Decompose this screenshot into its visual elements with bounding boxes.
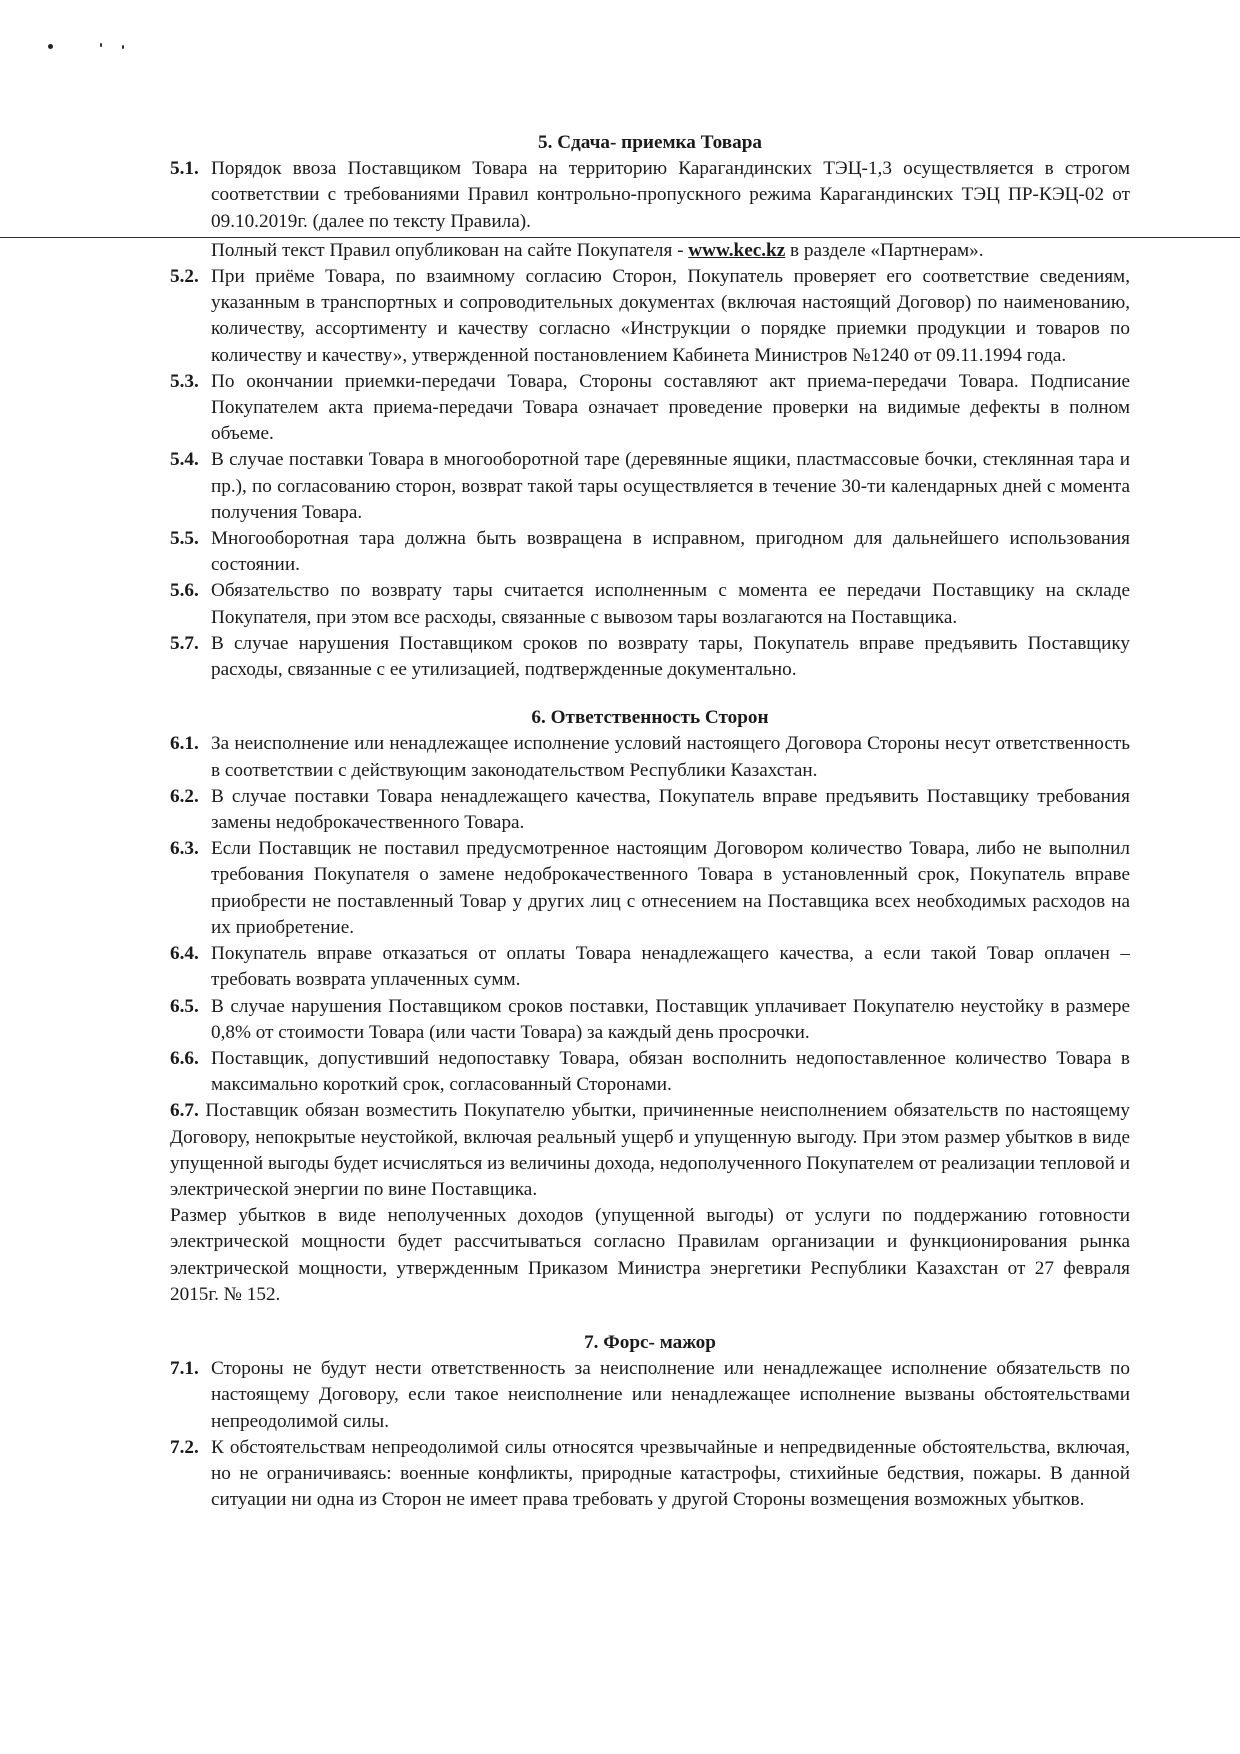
clause-text: В случае нарушения Поставщиком сроков по возврату тары, Покупатель вправе предъявить Поставщику расходы, связанные с ее утилизацией, подтвержденные документально. xyxy=(211,632,1130,681)
section-title: 7. Форс- мажор xyxy=(584,1331,716,1353)
section-title: 6. Ответственность Сторон xyxy=(531,707,769,729)
clause-text: При приёме Товара, по взаимному согласию Сторон, Покупатель проверяет его соответствие сведениям, указанным в транспортных и сопроводительных документах (включая настоящий Договор) по наименованию, количеству, ассортименту и качеству согласно «Инструкции о порядке приемки продукции и товаров по количеству и качеству», утвержденной постановлением Кабинета Министров №1240 от 09.11.1994 года. xyxy=(211,266,1130,366)
clause-number: 6.2. xyxy=(170,785,199,807)
clause xyxy=(170,994,1130,1046)
clause-text: Порядок ввоза Поставщиком Товара на территорию Карагандинских ТЭЦ-1,3 осуществляется в строгом соответствии с требованиями Правил контрольно-пропускного режима Карагандинских ТЭЦ ПР-КЭЦ-02 от 09.10.2019г. (далее по тексту Правила). xyxy=(211,158,1130,232)
clause-text: В случае нарушения Поставщиком сроков поставки, Поставщик уплачивает Покупателю неустойку в размере 0,8% от стоимости Товара (или части Товара) за каждый день просрочки. xyxy=(211,995,1130,1043)
clause xyxy=(170,1046,1130,1098)
clause-number: 5.5. xyxy=(170,528,199,550)
clause-text: Поставщик, допустивший недопоставку Товара, обязан восполнить недопоставленное количество Товара в максимально короткий срок, согласованный Сторонами. xyxy=(211,1047,1130,1096)
clause xyxy=(170,526,1130,578)
clause xyxy=(170,369,1130,448)
clause-number: 5.2. xyxy=(170,266,199,288)
paragraph: Размер убытков в виде неполученных доходов (упущенной выгоды) от услуги по поддержанию готовности электрической мощности будет рассчитываться согласно Правилам организации и функционирования рынка электрической мощности, утвержденным Приказом Министра энергетики Республики Казахстан от 27 февраля 2015г. № 152. xyxy=(170,1205,1130,1305)
clause xyxy=(170,631,1130,683)
clause-text: Если Поставщик не поставил предусмотренное настоящим Договором количество Товара, либо не выполнил требования Покупателя о замене недоброкачественного Товара в установленный срок, Покупатель вправе приобрести не поставленный Товар у других лиц с отнесением на Поставщика всех необходимых расходов на их приобретение. xyxy=(211,838,1130,938)
clause-number: 6.6. xyxy=(170,1047,199,1069)
clause xyxy=(170,1435,1130,1514)
clause-number: 6.4. xyxy=(170,943,199,965)
clause-text-part: Полный текст Правил опубликован на сайте Покупателя - xyxy=(211,239,689,261)
clause xyxy=(170,578,1130,630)
clause-text: Поставщик обязан возместить Покупателю убытки, причиненные неисполнением обязательств по настоящему Договору, непокрытые неустойкой, включая реальный ущерб и упущенную выгоду. При этом размер убытков в виде упущенной выгоды будет исчисляться из величины дохода, недополученного Покупателем от реализации тепловой и электрической энергии по вине Поставщика. xyxy=(170,1100,1130,1200)
clause-number: 7.1. xyxy=(170,1358,199,1380)
clause xyxy=(170,264,1130,369)
clause-number: 5.1. xyxy=(170,158,199,180)
document-body xyxy=(170,130,1130,1513)
section-gap xyxy=(170,683,1130,705)
clause-text-part: в разделе «Партнерам». xyxy=(785,239,984,261)
clause xyxy=(170,156,1130,235)
clause-number: 6.1. xyxy=(170,733,199,755)
clause-number: 5.4. xyxy=(170,449,199,471)
clause-text: За неисполнение или ненадлежащее исполнение условий настоящего Договора Стороны несут ответственность в соответствии с действующим законодательством Республики Казахстан. xyxy=(211,733,1130,781)
clause xyxy=(170,447,1130,526)
clause-text xyxy=(211,238,1130,264)
scan-artifact xyxy=(122,45,124,49)
clause xyxy=(170,731,1130,783)
clause xyxy=(170,836,1130,941)
clause xyxy=(170,1356,1130,1435)
clause-number: 6.7. xyxy=(170,1100,199,1122)
clause-text: Многооборотная тара должна быть возвращена в исправном, пригодном для дальнейшего использования состоянии. xyxy=(211,528,1130,576)
clause-number: 5.6. xyxy=(170,580,199,602)
clause-text: К обстоятельствам непреодолимой силы относятся чрезвычайные и непредвиденные обстоятельства, включая, но не ограничиваясь: военные конфликты, природные катастрофы, стихийные бедствия, пожары. В данной ситуации ни одна из Сторон не имеет права требовать у другой Стороны возмещения возможных убытков. xyxy=(211,1436,1130,1511)
clause-number: 5.3. xyxy=(170,370,199,392)
clause-number: 7.2. xyxy=(170,1436,199,1458)
section-gap xyxy=(170,1308,1130,1330)
section-title: 5. Сдача- приемка Товара xyxy=(538,132,762,153)
clause-text: По окончании приемки-передачи Товара, Стороны составляют акт приема-передачи Товара. Подписание Покупателем акта приема-передачи Товара означает проведение проверки на видимые дефекты в полном объеме. xyxy=(211,370,1130,445)
clause xyxy=(170,784,1130,836)
clause xyxy=(170,238,1130,264)
clause-text: Покупатель вправе отказаться от оплаты Товара ненадлежащего качества, а если такой Товар оплачен – требовать возврата уплаченных сумм. xyxy=(211,943,1130,991)
clause xyxy=(170,941,1130,993)
clause-text: В случае поставки Товара ненадлежащего качества, Покупатель вправе предъявить Поставщику требования замены недоброкачественного Товара. xyxy=(211,785,1130,834)
website-link[interactable]: www.kec.kz xyxy=(688,239,786,261)
clause-number: 5.7. xyxy=(170,632,199,654)
scan-artifact xyxy=(48,44,53,49)
clause-text: В случае поставки Товара в многооборотной таре (деревянные ящики, пластмассовые бочки, стеклянная тара и пр.), по согласованию сторон, возврат такой тары осуществляется в течение 30-ти календарных дней с момента получения Товара. xyxy=(211,449,1130,523)
clause-paragraph xyxy=(170,1098,1130,1203)
scan-artifact xyxy=(100,43,102,47)
clause-text: Стороны не будут нести ответственность за неисполнение или ненадлежащее исполнение обязательств по настоящему Договору, если такое неисполнение или ненадлежащее исполнение вызваны обстоятельствами непреодолимой силы. xyxy=(211,1358,1130,1432)
clause-number: 6.5. xyxy=(170,995,199,1017)
clause-text: Обязательство по возврату тары считается исполненным с момента ее передачи Поставщику на складе Покупателя, при этом все расходы, связанные с вывозом тары возлагаются на Поставщика. xyxy=(211,580,1130,628)
clause-number: 6.3. xyxy=(170,838,199,860)
